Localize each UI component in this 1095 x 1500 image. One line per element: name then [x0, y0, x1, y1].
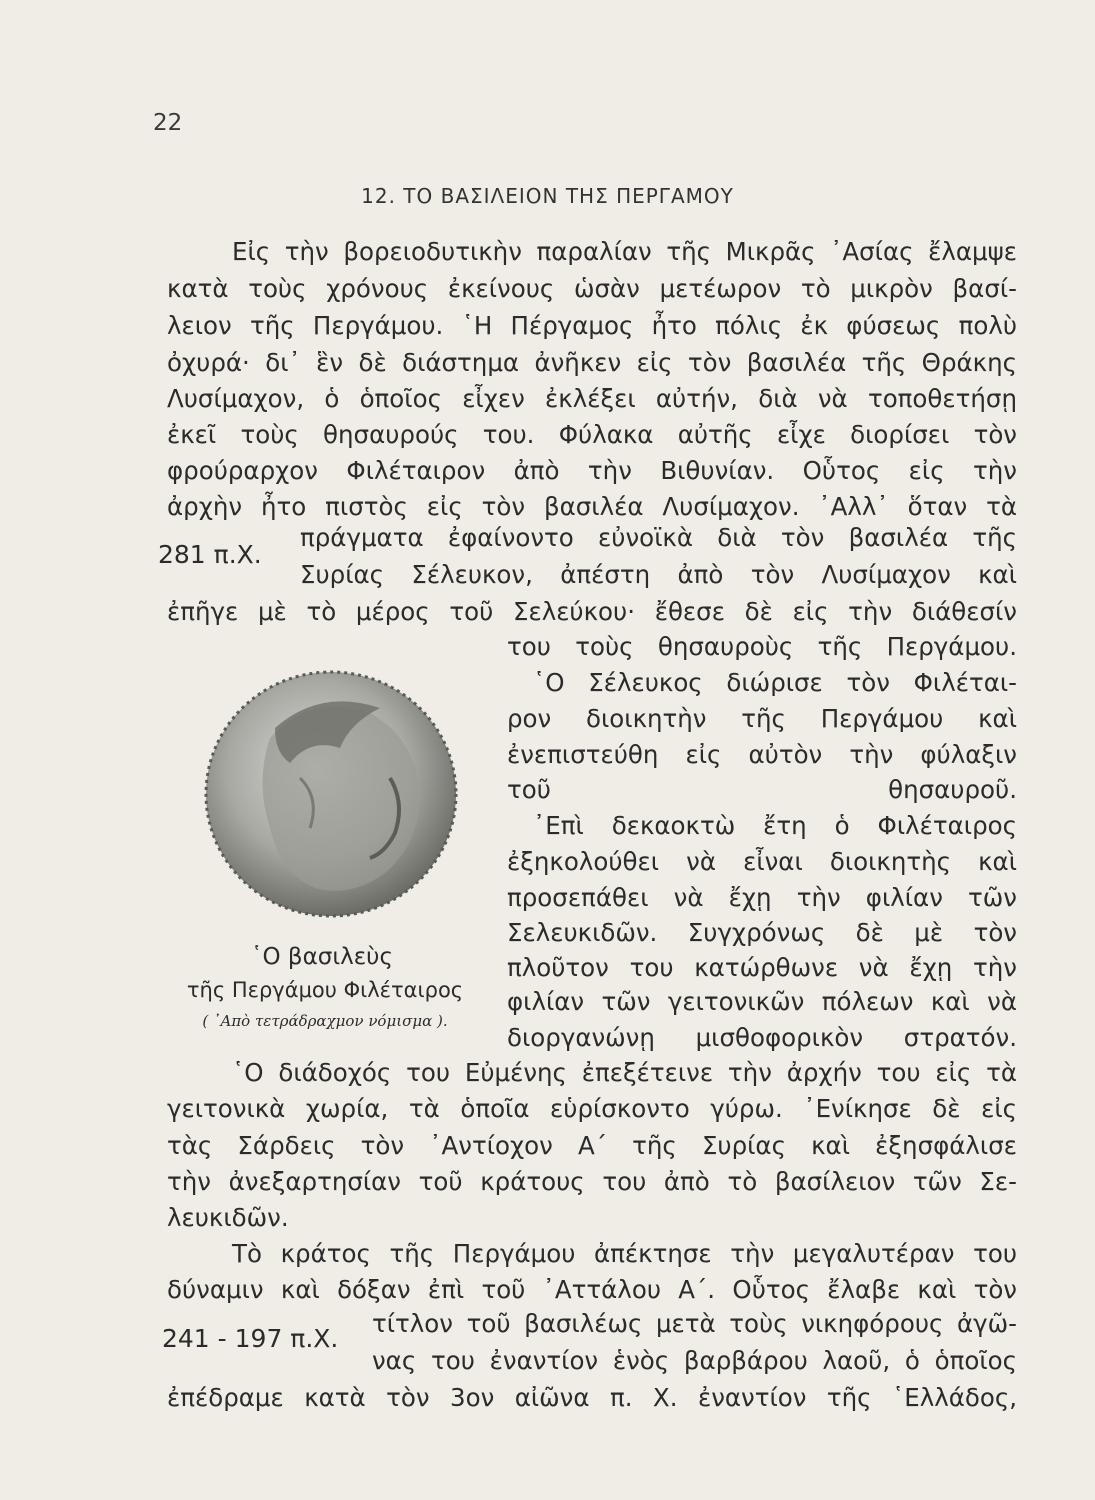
text-line: ὀχυρά· δι᾿ ἓν δὲ διάστημα ἀνῆκεν εἰς τὸν βασιλέα τῆς Θράκης: [167, 348, 1017, 377]
text-line: διοργανώνῃ μισθοφορικὸν στρατόν.: [507, 1023, 1017, 1052]
text-line: ἐξηκολούθει νὰ εἶναι διοικητὴς καὶ: [507, 847, 1017, 876]
text-line: ἀρχὴν ἦτο πιστὸς εἰς τὸν βασιλέα Λυσίμαχον. ᾿Αλλ᾿ ὅταν τὰ: [167, 492, 1017, 521]
margin-date: 281 π.Χ.: [158, 540, 262, 569]
text-line: τίτλον τοῦ βασιλέως μετὰ τοὺς νικηφόρους ἀγῶ-: [372, 1309, 1017, 1338]
text-line: προσεπάθει νὰ ἔχῃ τὴν φιλίαν τῶν: [507, 883, 1017, 912]
margin-date: 241 - 197 π.Χ.: [162, 1324, 339, 1353]
text-line: Τὸ κράτος τῆς Περγάμου ἀπέκτησε τὴν μεγαλυτέραν του: [232, 1239, 1017, 1268]
text-line: Σελευκιδῶν. Συγχρόνως δὲ μὲ τὸν: [507, 918, 1017, 947]
text-line: λειον τῆς Περγάμου. ῾Η Πέργαμος ἦτο πόλις ἐκ φύσεως πολὺ: [167, 311, 1017, 340]
text-line: Συρίας Σέλευκον, ἀπέστη ἀπὸ τὸν Λυσίμαχον καὶ: [300, 560, 1017, 589]
text-line: πράγματα ἐφαίνοντο εὐνοϊκὰ διὰ τὸν βασιλέα τῆς: [300, 523, 1017, 552]
text-line: ἐπέδραμε κατὰ τὸν 3ον αἰῶνα π. Χ. ἐναντίον τῆς ῾Ελλάδος,: [167, 1383, 1017, 1412]
text-line: ἐκεῖ τοὺς θησαυρούς του. Φύλακα αὐτῆς εἶχε διορίσει τὸν: [167, 420, 1017, 449]
text-line: κατὰ τοὺς χρόνους ἐκείνους ὡσὰν μετέωρον τὸ μικρὸν βασί-: [167, 274, 1017, 303]
caption-title: ῾Ο βασιλεὺς: [251, 944, 393, 970]
text-line: πλοῦτον του κατώρθωνε νὰ ἔχῃ τὴν: [507, 953, 1017, 982]
text-line: Εἰς τὴν βορειοδυτικὴν παραλίαν τῆς Μικρᾶς ᾿Ασίας ἔλαμψε: [232, 237, 1017, 266]
text-line: του τοὺς θησαυροὺς τῆς Περγάμου.: [507, 632, 1017, 661]
text-line: δύναμιν καὶ δόξαν ἐπὶ τοῦ ᾿Αττάλου Α΄. Οὗτος ἔλαβε καὶ τὸν: [167, 1275, 1017, 1304]
text-line: λευκιδῶν.: [167, 1203, 289, 1232]
text-line: τὰς Σάρδεις τὸν ᾿Αντίοχον Α΄ τῆς Συρίας καὶ ἐξησφάλισε: [167, 1131, 1017, 1160]
text-line: ρον διοικητὴν τῆς Περγάμου καὶ: [507, 704, 1017, 733]
coin-illustration: [200, 668, 462, 920]
text-line: γειτονικὰ χωρία, τὰ ὁποῖα εὑρίσκοντο γύρω. ᾿Ενίκησε δὲ εἰς: [167, 1094, 1017, 1123]
text-line: ῾Ο Σέλευκος διώρισε τὸν Φιλέται-: [533, 668, 1017, 697]
text-line: νας του ἐναντίον ἑνὸς βαρβάρου λαοῦ, ὁ ὁποῖος: [372, 1346, 1017, 1375]
page-number: 22: [153, 110, 183, 136]
text-line: ᾿Επὶ δεκαοκτὼ ἔτη ὁ Φιλέταιρος: [533, 811, 1017, 840]
text-line: τὴν ἀνεξαρτησίαν τοῦ κράτους του ἀπὸ τὸ βασίλειον τῶν Σε-: [167, 1167, 1017, 1196]
text-line: φρούραρχον Φιλέταιρον ἀπὸ τὴν Βιθυνίαν. Οὗτος εἰς τὴν: [167, 456, 1017, 485]
text-line: ἐπῆγε μὲ τὸ μέρος τοῦ Σελεύκου· ἔθεσε δὲ εἰς τὴν διάθεσίν: [167, 597, 1017, 626]
section-title: 12. ΤΟ ΒΑΣΙΛΕΙΟΝ ΤΗΣ ΠΕΡΓΑΜΟΥ: [361, 184, 734, 208]
caption-source: ( ᾿Απὸ τετράδραχμον νόμισμα ).: [202, 1012, 448, 1030]
text-line: τοῦ θησαυροῦ.: [507, 775, 1017, 804]
caption-subtitle: τῆς Περγάμου Φιλέταιρος: [186, 978, 464, 1002]
text-line: ἐνεπιστεύθη εἰς αὐτὸν τὴν φύλαξιν: [507, 740, 1017, 769]
text-line: φιλίαν τῶν γειτονικῶν πόλεων καὶ νὰ: [507, 987, 1017, 1016]
text-line: Λυσίμαχον, ὁ ὁποῖος εἶχεν ἐκλέξει αὐτήν, διὰ νὰ τοποθετήσῃ: [167, 384, 1017, 413]
text-line: ῾Ο διάδοχός του Εὐμένης ἐπεξέτεινε τὴν ἀρχήν του εἰς τὰ: [232, 1058, 1017, 1087]
